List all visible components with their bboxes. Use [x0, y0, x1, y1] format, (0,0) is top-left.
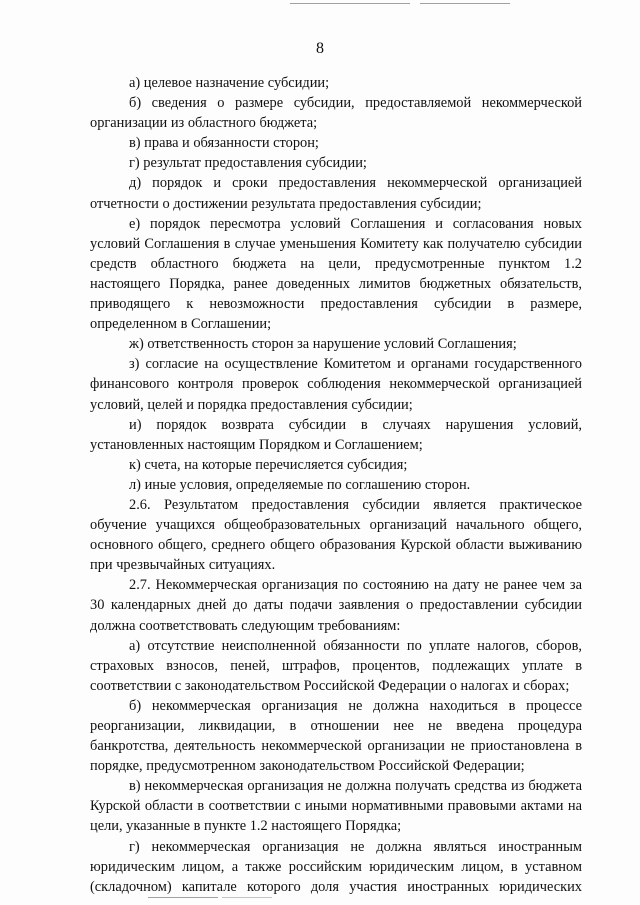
paragraph: з) согласие на осуществление Комитетом и органами государственного финансового контроля проверок соблюдения некоммерческой организацией условий, целей и порядка предоставления субсидии;	[90, 356, 582, 413]
scan-artifact-line	[420, 3, 510, 4]
paragraph: г) результат предоставления субсидии;	[129, 155, 367, 172]
paragraph: е) порядок пересмотра условий Соглашения и согласования новых условий Соглашения в случае уменьшения Комитету как получателю субсидии средств областного бюджета на цели, предусмотренные пунктом 1.2 настоящего Порядка, ранее доведенных лимитов бюджетных обязательств, приводящего к невозможности предоставления субсидии в размере, определенном в Соглашении;	[90, 215, 582, 333]
scan-artifact-line	[222, 897, 272, 898]
paragraph: л) иные условия, определяемые по соглашению сторон.	[129, 476, 471, 493]
paragraph: б) некоммерческая организация не должна находиться в процессе реорганизации, ликвидации, в отношении нее не введена процедура банкротства, деятельность некоммерческой организации не приостановлена в порядке, предусмотренном законодательством Российской Федерации;	[90, 697, 582, 775]
page-number: 8	[316, 40, 324, 57]
scan-artifact-line	[290, 3, 410, 4]
paragraph: 2.7. Некоммерческая организация по состоянию на дату не ранее чем за 30 календарных дней до даты подачи заявления о предоставлении субсидии должна соответствовать следующим требованиям:	[90, 577, 582, 634]
paragraph: и) порядок возврата субсидии в случаях нарушения условий, установленных настоящим Порядком и Соглашением;	[90, 416, 582, 453]
paragraph: б) сведения о размере субсидии, предоставляемой некоммерческой организации из областного бюджета;	[90, 95, 582, 132]
paragraph: а) целевое назначение субсидии;	[129, 75, 330, 91]
paragraph: г) некоммерческая организация не должна являться иностранным юридическим лицом, а также российским юридическим лицом, в уставном (складочном) капитале которого доля участия иностранных юридических	[90, 838, 582, 895]
paragraph: к) счета, на которые перечисляется субсидия;	[129, 456, 408, 473]
paragraph: 2.6. Результатом предоставления субсидии является практическое обучение учащихся общеобразовательных организаций начального общего, основного общего, среднего общего образования Курской области выживанию при чрезвычайных ситуациях.	[90, 496, 582, 574]
document-body	[90, 73, 582, 897]
paragraph: ж) ответственность сторон за нарушение условий Соглашения;	[129, 336, 517, 353]
paragraph: а) отсутствие неисполненной обязанности по уплате налогов, сборов, страховых взносов, пеней, штрафов, процентов, подлежащих уплате в соответствии с законодательством Российской Федерации о налогах и сборах;	[90, 637, 582, 694]
paragraph: в) некоммерческая организация не должна получать средства из бюджета Курской области в соответствии с иными нормативными правовыми актами на цели, указанные в пункте 1.2 настоящего Порядка;	[90, 778, 582, 835]
scan-artifact-line	[148, 897, 218, 898]
paragraph: в) права и обязанности сторон;	[129, 135, 319, 152]
paragraph: д) порядок и сроки предоставления некоммерческой организацией отчетности о достижении результата предоставления субсидии;	[90, 175, 582, 212]
